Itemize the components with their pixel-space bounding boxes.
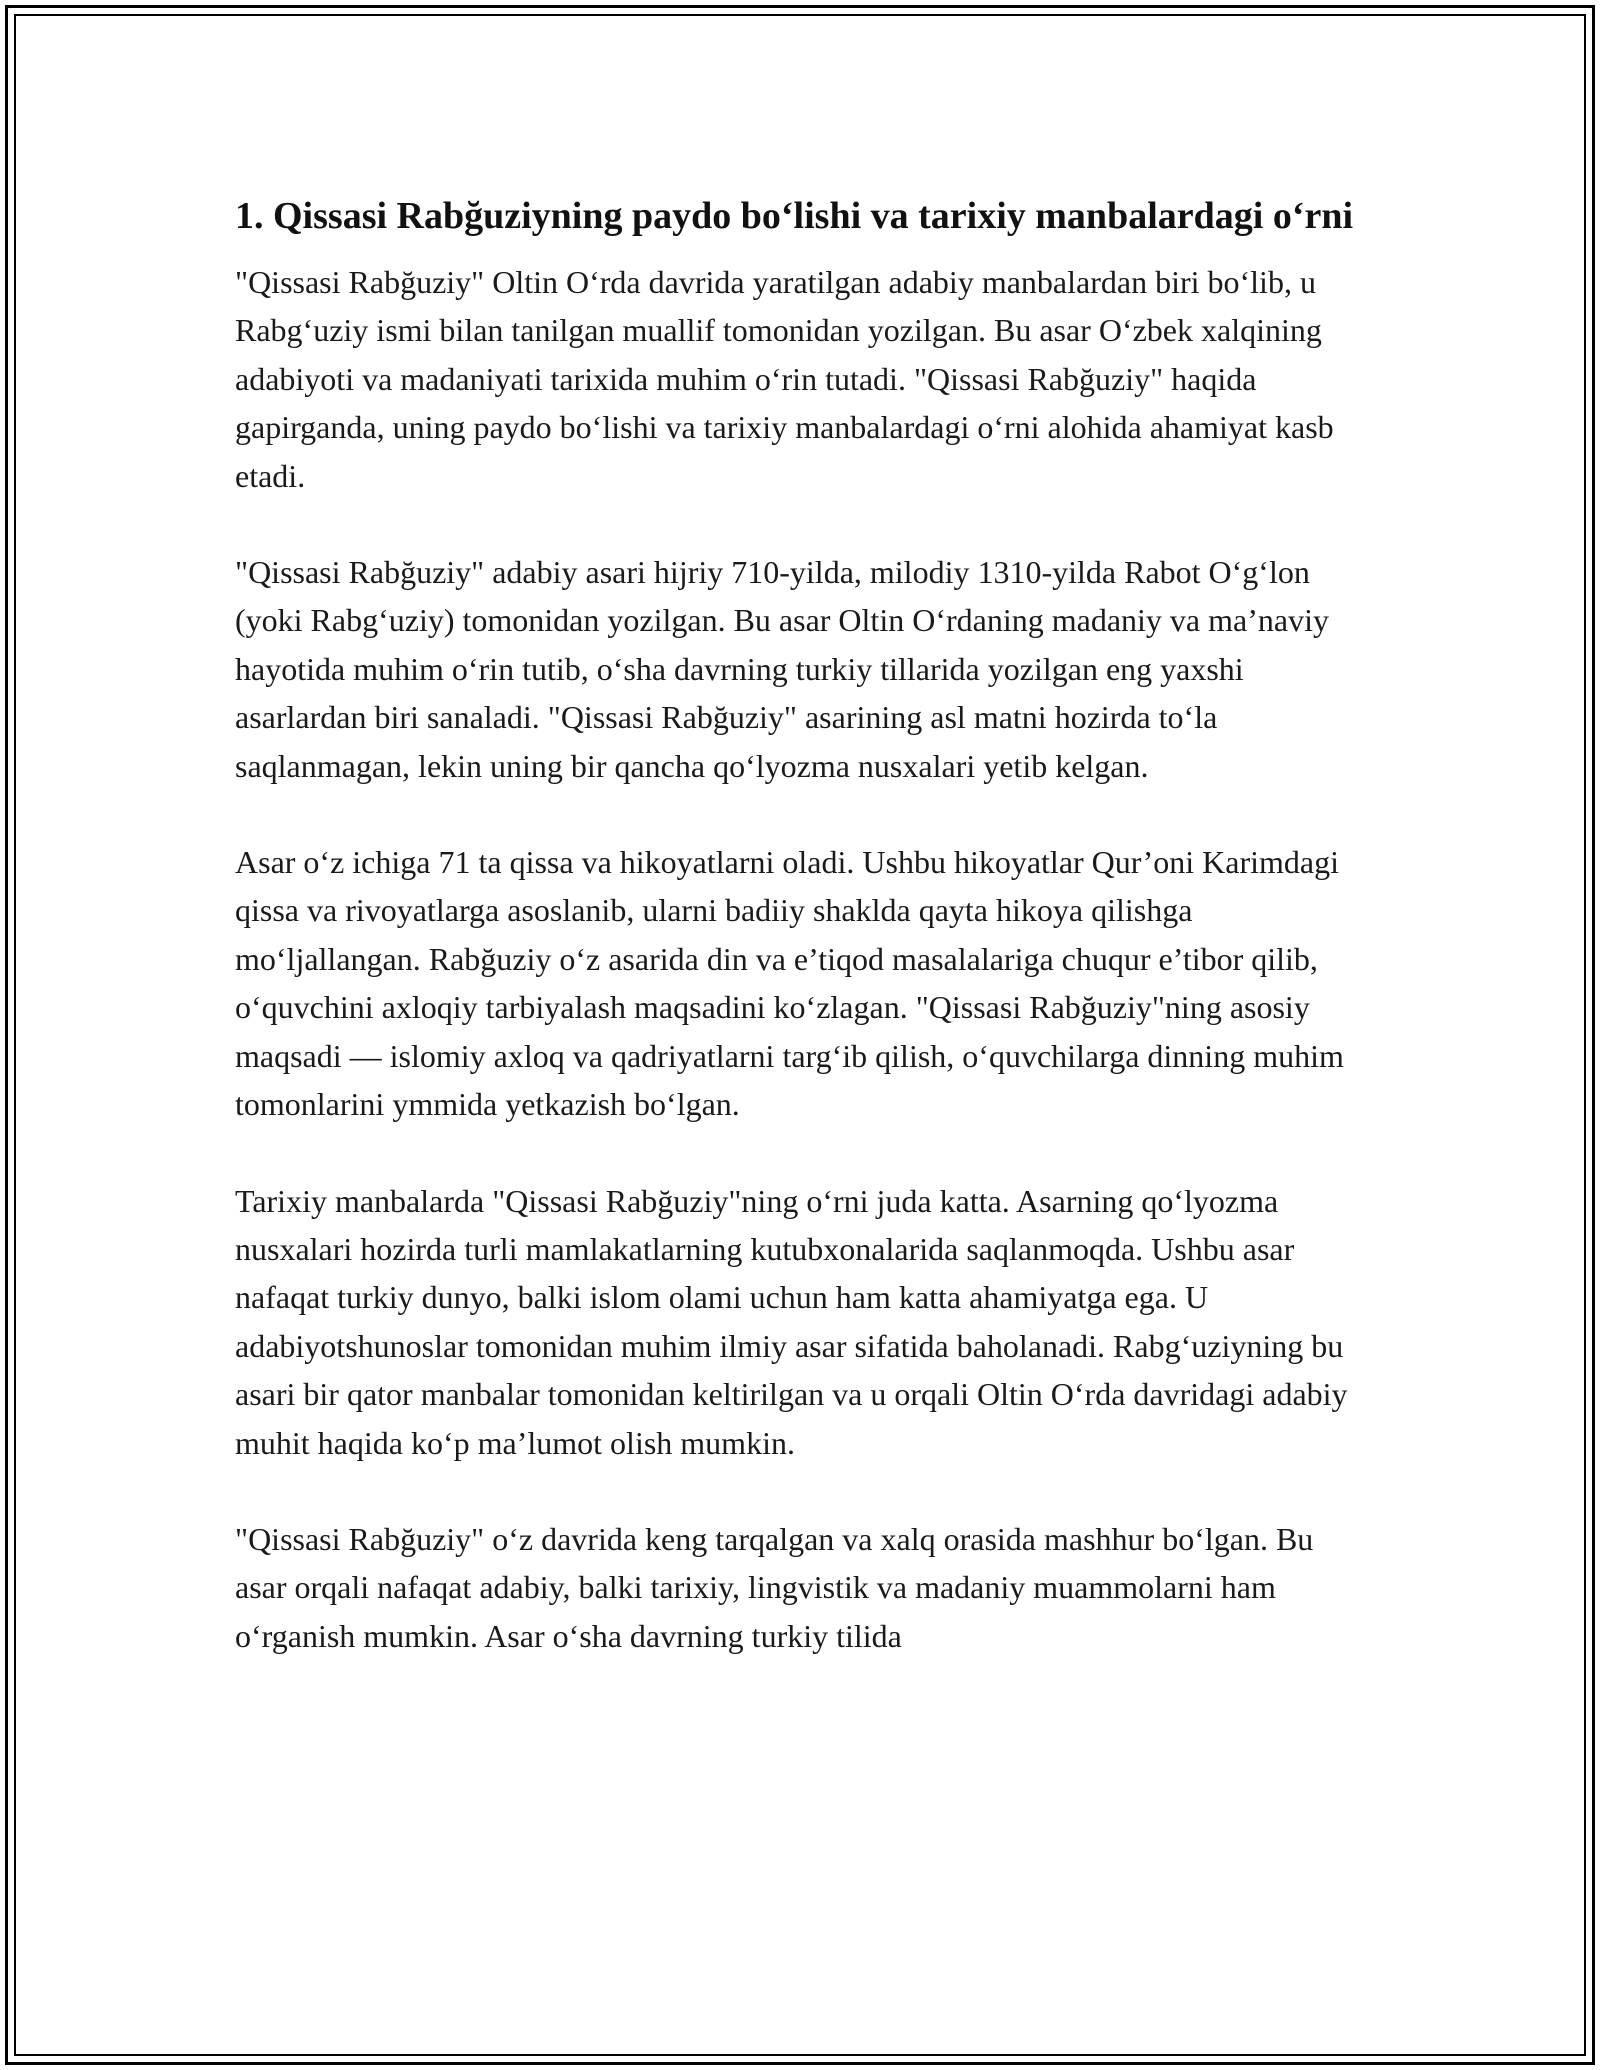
paragraph-5: "Qissasi Rabğuziy" o‘z davrida keng tarqalgan va xalq orasida mashhur bo‘lgan. Bu asar orqali nafaqat adabiy, balki tarixiy, lingvistik va madaniy muammolarni ham o‘rganish mumkin. Asar o‘sha davrning turkiy tilida xyxy=(235,1520,1314,1654)
paragraph-1: "Qissasi Rabğuziy" Oltin O‘rda davrida yaratilgan adabiy manbalardan biri bo‘lib, u Rabg‘uziy ismi bilan tanilgan muallif tomonidan yozilgan. Bu asar O‘zbek xalqining adabiyoti va madaniyati tarixida muhim o‘rin tutadi. "Qissasi Rabğuziy" haqida gapirganda, uning paydo bo‘lishi va tarixiy manbalardagi o‘rni alohida ahamiyat kasb etadi. xyxy=(235,264,1334,494)
paragraph-4: Tarixiy manbalarda "Qissasi Rabğuziy"ning o‘rni juda katta. Asarning qo‘lyozma nusxalari hozirda turli mamlakatlarning kutubxonalarida saqlanmoqda. Ushbu asar nafaqat turkiy dunyo, balki islom olami uchun ham katta ahamiyatga ega. U adabiyotshunoslar tomonidan muhim ilmiy asar sifatida baholanadi. Rabg‘uziyning bu asari bir qator manbalar tomonidan keltirilgan va u orqali Oltin O‘rda davridagi adabiy muhit haqida ko‘p ma’lumot olish mumkin. xyxy=(235,1182,1348,1461)
document-body xyxy=(235,188,1365,1660)
paragraph-3: Asar o‘z ichiga 71 ta qissa va hikoyatlarni oladi. Ushbu hikoyatlar Qur’oni Karimdagi qissa va rivoyatlarga asoslanib, ularni badiiy shakldа qayta hikoya qilishga mo‘ljallangan. Rabğuziy o‘z asarida din va e’tiqod masalalariga chuqur e’tibor qilib, o‘quvchini axloqiy tarbiyalash maqsadini ko‘zlagan. "Qissasi Rabğuziy"ning asosiy maqsadi — islomiy axloq va qadriyatlarni targ‘ib qilish, o‘quvchilarga dinning muhim tomonlarini ymmida yetkazish bo‘lgan. xyxy=(235,844,1344,1123)
section-heading: 1. Qissasi Rabğuziyning paydo bo‘lishi va tarixiy manbalardagi o‘rni xyxy=(235,195,1354,237)
paragraph-2: "Qissasi Rabğuziy" adabiy asari hijriy 710-yilda, milodiy 1310-yilda Rabot O‘g‘lon (yoki Rabg‘uziy) tomonidan yozilgan. Bu asar Oltin O‘rdaning madaniy va ma’naviy hayotida muhim o‘rin tutib, o‘sha davrning turkiy tillarida yozilgan eng yaxshi asarlardan biri sanaladi. "Qissasi Rabğuziy" asarining asl matni hozirda to‘la saqlanmagan, lekin uning bir qancha qo‘lyozma nusxalari yetib kelgan. xyxy=(235,554,1329,784)
